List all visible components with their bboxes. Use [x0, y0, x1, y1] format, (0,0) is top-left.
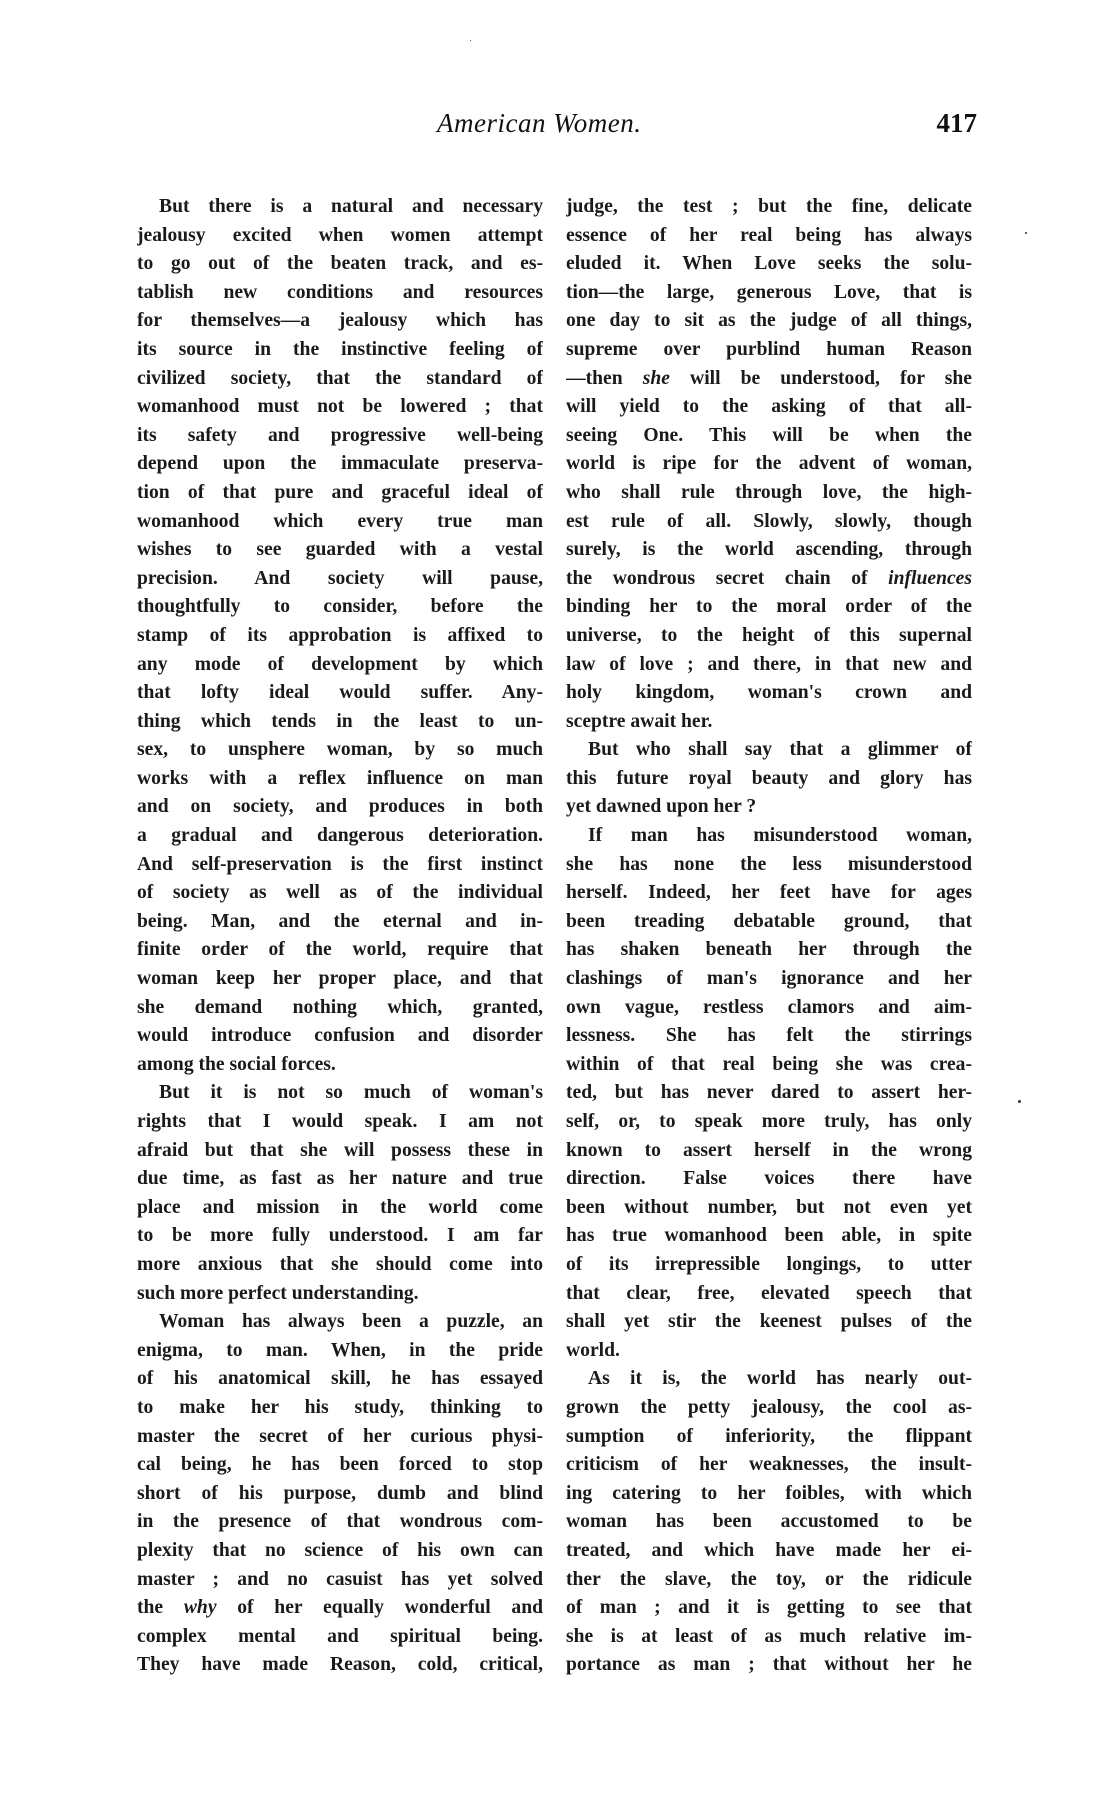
- text-line: ted, but has never dared to assert her-: [566, 1082, 972, 1104]
- text-line: tion—the large, generous Love, that is: [566, 281, 972, 303]
- text-line: precision. And society will pause,: [137, 567, 543, 589]
- text-line: world.: [566, 1339, 620, 1361]
- scan-speck: [470, 40, 471, 41]
- text-line: been treading debatable ground, that: [566, 910, 972, 932]
- scan-speck: [1018, 1100, 1021, 1103]
- text-line: portance as man ; that without her he: [566, 1654, 972, 1676]
- text-line: rights that I would speak. I am not: [137, 1111, 543, 1132]
- text-line: of his anatomical skill, he has essayed: [137, 1368, 543, 1390]
- text-line: and on society, and produces in both: [137, 796, 543, 818]
- text-line: shall yet stir the keenest pulses of the: [566, 1311, 972, 1333]
- text-line: wishes to see guarded with a vestal: [137, 539, 543, 561]
- text-line: But it is not so much of woman's: [159, 1082, 543, 1104]
- text-line: any mode of development by which: [137, 653, 543, 675]
- text-line: law of love ; and there, in that new and: [566, 653, 972, 675]
- text-line: who shall rule through love, the high-: [566, 481, 972, 503]
- text-line: place and mission in the world come: [137, 1196, 543, 1218]
- text-line: ther the slave, the toy, or the ridicule: [566, 1568, 972, 1590]
- text-line: direction. False voices there have: [566, 1168, 972, 1190]
- text-line: But there is a natural and necessary: [159, 196, 543, 217]
- text-line: essence of her real being has always: [566, 224, 972, 246]
- text-line: finite order of the world, require that: [137, 939, 543, 961]
- text-line: lessness. She has felt the stirrings: [566, 1025, 972, 1047]
- text-column-right: [566, 193, 972, 1680]
- scan-speck: [1025, 232, 1027, 234]
- text-line: If man has misunderstood woman,: [588, 825, 972, 847]
- text-line: she is at least of as much relative im-: [566, 1625, 972, 1647]
- text-line: its safety and progressive well-being: [137, 424, 543, 446]
- text-line: universe, to the height of this supernal: [566, 624, 972, 646]
- text-line: civilized society, that the standard of: [137, 367, 543, 389]
- text-line: criticism of her weaknesses, the insult-: [566, 1454, 972, 1476]
- text-line: in the presence of that wondrous com-: [137, 1511, 543, 1533]
- text-line: a gradual and dangerous deterioration.: [137, 825, 543, 847]
- italic-emphasis: influences: [888, 567, 972, 589]
- text-line: the wondrous secret chain of influences: [566, 567, 972, 589]
- text-line: she demand nothing which, granted,: [137, 996, 543, 1018]
- text-line: thoughtfully to consider, before the: [137, 596, 543, 618]
- text-line: such more perfect understanding.: [137, 1282, 419, 1304]
- text-line: woman keep her proper place, and that: [137, 968, 543, 990]
- text-line: short of his purpose, dumb and blind: [137, 1482, 543, 1504]
- text-line: been without number, but not even yet: [566, 1196, 972, 1218]
- text-line: treated, and which have made her ei-: [566, 1539, 972, 1561]
- text-line: self, or, to speak more truly, has only: [566, 1111, 972, 1132]
- text-line: womanhood must not be lowered ; that: [137, 396, 543, 418]
- text-line: grown the petty jealousy, the cool as-: [566, 1396, 972, 1418]
- text-line: afraid but that she will possess these in: [137, 1139, 543, 1161]
- text-line: known to assert herself in the wrong: [566, 1139, 972, 1161]
- text-line: more anxious that she should come into: [137, 1253, 543, 1275]
- text-line: would introduce confusion and disorder: [137, 1025, 543, 1047]
- text-line: master ; and no casuist has yet solved: [137, 1568, 543, 1590]
- text-line: sceptre await her.: [566, 710, 713, 732]
- text-line: due time, as fast as her nature and true: [137, 1168, 543, 1190]
- text-line: among the social forces.: [137, 1053, 336, 1075]
- text-line: supreme over purblind human Reason: [566, 338, 972, 360]
- text-line: They have made Reason, cold, critical,: [137, 1654, 543, 1676]
- text-line: surely, is the world ascending, through: [566, 539, 972, 561]
- text-line: cal being, he has been forced to stop: [137, 1454, 543, 1476]
- text-line: complex mental and spiritual being.: [137, 1625, 543, 1647]
- text-line: one day to sit as the judge of all things,: [566, 310, 972, 332]
- text-line: of its irrepressible longings, to utter: [566, 1253, 972, 1275]
- italic-emphasis: why: [183, 1597, 217, 1619]
- text-line: Woman has always been a puzzle, an: [159, 1311, 543, 1333]
- text-line: enigma, to man. When, in the pride: [137, 1339, 543, 1361]
- text-line: —then she will be understood, for she: [566, 367, 972, 389]
- text-line: But who shall say that a glimmer of: [588, 739, 972, 761]
- text-line: herself. Indeed, her feet have for ages: [566, 882, 972, 904]
- text-line: tablish new conditions and resources: [137, 281, 543, 303]
- text-line: has shaken beneath her through the: [566, 939, 972, 961]
- text-line: woman has been accustomed to be: [566, 1511, 972, 1533]
- text-line: to make her his study, thinking to: [137, 1396, 543, 1418]
- text-line: to be more fully understood. I am far: [137, 1225, 543, 1247]
- running-title: American Women.: [437, 108, 642, 138]
- page-number: 417: [936, 108, 977, 138]
- text-line: this future royal beauty and glory has: [566, 767, 972, 789]
- text-line: will yield to the asking of that all-: [566, 396, 972, 418]
- text-line: ing catering to her foibles, with which: [566, 1482, 972, 1504]
- text-line: binding her to the moral order of the: [566, 596, 972, 618]
- text-line: depend upon the immaculate preserva-: [137, 453, 543, 475]
- text-line: judge, the test ; but the fine, delicate: [566, 196, 972, 217]
- text-line: she has none the less misunderstood: [566, 853, 972, 875]
- text-line: that lofty ideal would suffer. Any-: [137, 682, 543, 704]
- text-line: within of that real being she was crea-: [566, 1053, 972, 1075]
- text-line: being. Man, and the eternal and in-: [137, 910, 543, 932]
- text-line: seeing One. This will be when the: [566, 424, 972, 446]
- text-line: master the secret of her curious physi-: [137, 1425, 543, 1447]
- text-line: works with a reflex influence on man: [137, 767, 543, 789]
- text-line: stamp of its approbation is affixed to: [137, 624, 543, 646]
- text-line: tion of that pure and graceful ideal of: [137, 481, 543, 503]
- text-line: As it is, the world has nearly out-: [588, 1368, 972, 1390]
- text-line: of society as well as of the individual: [137, 882, 543, 904]
- text-line: its source in the instinctive feeling of: [137, 338, 543, 360]
- text-line: est rule of all. Slowly, slowly, though: [566, 510, 972, 532]
- page-header: [137, 108, 977, 148]
- text-line: own vague, restless clamors and aim-: [566, 996, 972, 1018]
- text-line: yet dawned upon her ?: [566, 796, 757, 818]
- text-line: eluded it. When Love seeks the solu-: [566, 253, 972, 275]
- text-line: the why of her equally wonderful and: [137, 1597, 543, 1619]
- text-line: plexity that no science of his own can: [137, 1539, 543, 1561]
- text-line: world is ripe for the advent of woman,: [566, 453, 972, 475]
- text-line: holy kingdom, woman's crown and: [566, 682, 972, 704]
- text-line: thing which tends in the least to un-: [137, 710, 543, 732]
- text-line: womanhood which every true man: [137, 510, 543, 532]
- text-line: of man ; and it is getting to see that: [566, 1597, 972, 1619]
- text-line: to go out of the beaten track, and es-: [137, 253, 543, 275]
- text-line: has true womanhood been able, in spite: [566, 1225, 972, 1247]
- text-line: sex, to unsphere woman, by so much: [137, 739, 543, 761]
- text-line: clashings of man's ignorance and her: [566, 968, 972, 990]
- text-line: sumption of inferiority, the flippant: [566, 1425, 972, 1447]
- text-line: for themselves—a jealousy which has: [137, 310, 543, 332]
- text-line: And self-preservation is the first instinct: [137, 853, 543, 875]
- italic-emphasis: she: [642, 367, 670, 389]
- text-line: jealousy excited when women attempt: [137, 224, 543, 246]
- text-line: that clear, free, elevated speech that: [566, 1282, 972, 1304]
- text-column-left: [137, 193, 543, 1680]
